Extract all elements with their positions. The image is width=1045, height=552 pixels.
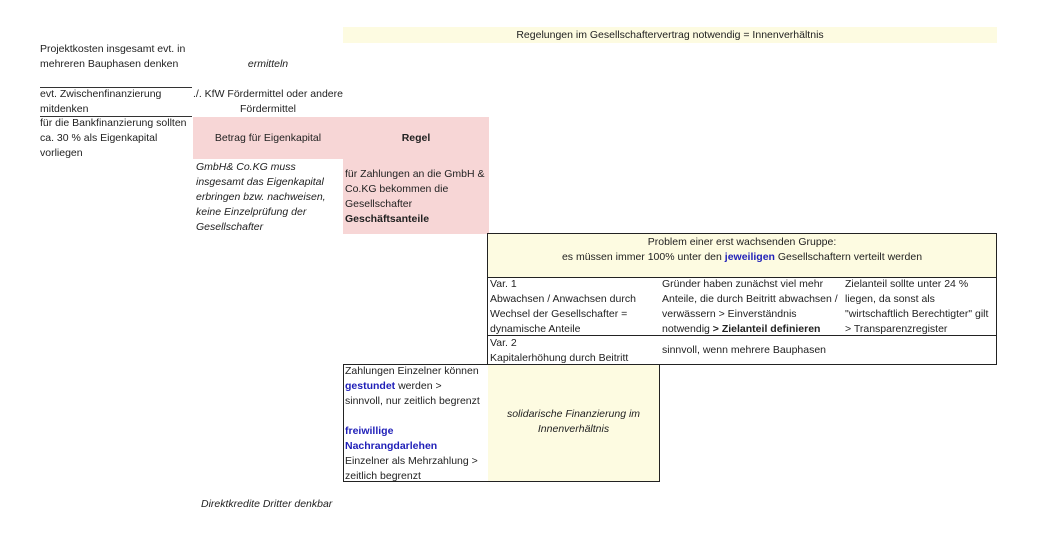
left-row-project-costs [40,42,192,88]
var1-gruender-bold: > Zielanteil definieren [712,323,821,335]
zahlungen-freiwillig: freiwillige Nachrangdarlehen [345,425,438,452]
problem-line1: Problem einer erst wachsenden Gruppe: [647,236,837,248]
var2-desc-cell [490,336,658,366]
var1-gruender-cell [662,277,842,337]
zahlungen-line1: Zahlungen Einzelner können [345,365,479,377]
solidarisch-cell [488,365,659,481]
eigenkapital-cell [193,117,343,159]
solidarisch-text: solidarische Finanzierung im Innenverhältnis [506,408,641,435]
var2-desc: Kapitalerhöhung durch Beitritt [490,352,629,364]
zahlungen-cell [345,364,487,484]
left-row-bank-financing-text: für die Bankfinanzierung sollten ca. 30 % als Eigenkapital vorliegen [40,117,187,159]
problem-line2 [488,250,996,265]
foerdermittel-text: ./. KfW Fördermittel oder andere Fördermittel [193,88,343,115]
regel-bold: Geschäftsanteile [345,213,430,225]
var1-desc-cell [490,277,658,337]
var2-note-cell [662,343,862,358]
gmbh-note-text: GmbH& Co.KG muss insgesamt das Eigenkapital erbringen bzw. nachweisen, keine Einzelprüfung der Gesellschafter [196,161,326,233]
left-row-bank-financing [40,116,192,162]
var2-note: sinnvoll, wenn mehrere Bauphasen [662,344,827,356]
zahlungen-gestundet: gestundet [345,380,396,392]
regel-title: Regel [401,132,431,144]
zahlungen-line2 [345,379,487,394]
problem-line2-highlight: jeweiligen [724,251,775,263]
eigenkapital-text: Betrag für Eigenkapital [214,132,322,144]
problem-line2-post: Gesellschaftern verteilt werden [777,251,923,263]
problem-line2-pre: es müssen immer 100% unter den [561,251,722,263]
problem-header [487,233,997,278]
var2-label: Var. 2 [490,337,517,349]
var1-gruender: Gründer haben zunächst viel mehr Anteile, die durch Beitritt abwachsen / verwässern > Einverständnis notwendig [662,278,838,335]
regel-text-cell [343,159,489,234]
zahlungen-line4: Einzelner als Mehrzahlung > zeitlich begrenzt [345,455,478,482]
ermitteln-label [193,57,343,72]
regel-title-cell [343,117,489,159]
header-banner-text: Regelungen im Gesellschaftervertrag notwendig = Innenverhältnis [516,29,824,41]
direktkredite-text: Direktkredite Dritter denkbar [201,498,333,510]
zahlungen-line2-post: werden > [398,380,442,392]
left-row-interim-financing-text: evt. Zwischenfinanzierung mitdenken [40,88,162,115]
left-row-project-costs-text: Projektkosten insgesamt evt. in mehreren Bauphasen denken [40,43,186,70]
zahlungen-line3: sinnvoll, nur zeitlich begrenzt [345,395,480,407]
gmbh-note [196,160,336,235]
regel-text: für Zahlungen an die GmbH & Co.KG bekommen die Gesellschafter [345,168,485,210]
header-banner [343,27,997,43]
var1-desc: Abwachsen / Anwachsen durch Wechsel der Gesellschafter = dynamische Anteile [490,293,636,335]
var1-label: Var. 1 [490,278,517,290]
ermitteln-text: ermitteln [247,58,289,70]
var1-zielanteil: Zielanteil sollte unter 24 % liegen, da sonst als "wirtschaftlich Berechtigter" gilt > Transparenzregister [845,278,989,335]
foerdermittel-label [193,87,343,117]
var1-zielanteil-cell [845,277,995,337]
left-row-interim-financing [40,87,192,117]
direktkredite-note [201,497,401,512]
